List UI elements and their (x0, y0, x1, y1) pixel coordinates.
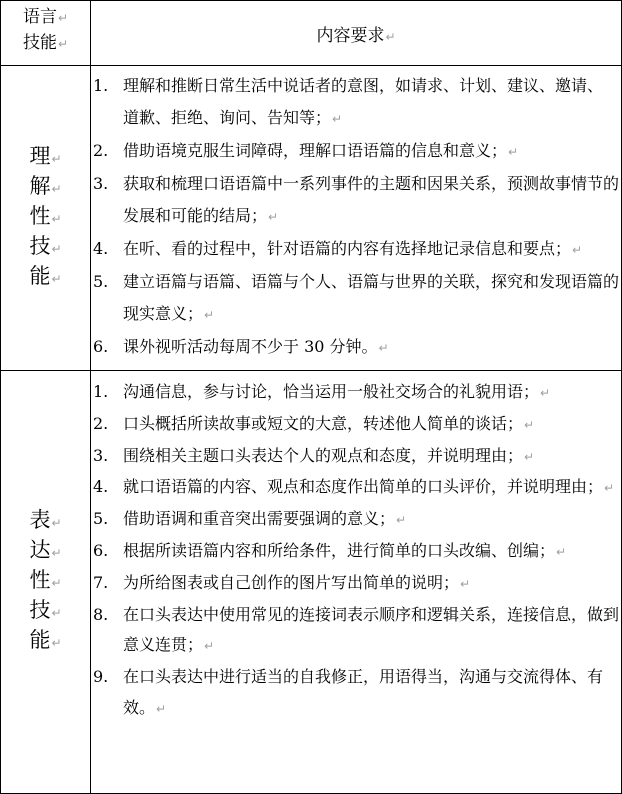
comprehension-items-cell (91, 66, 622, 371)
list-item: 7. 为所给图表或自己创作的图片写出简单的说明；↵ (93, 572, 471, 592)
section-row-expression (1, 371, 622, 794)
category-char: 能↵ (29, 264, 62, 288)
category-char: 解↵ (29, 174, 62, 198)
header-requirements-label: 内容要求 (316, 25, 385, 46)
comprehension-item-list (91, 66, 621, 364)
list-item: 6. 课外视听活动每周不少于 30 分钟。↵ (93, 337, 389, 356)
category-char: 理↵ (29, 144, 62, 168)
list-item: 6. 根据所读语篇内容和所给条件，进行简单的口头改编、创编；↵ (93, 540, 567, 560)
list-item: 1. 沟通信息，参与讨论，恰当运用一般社交场合的礼貌用语；↵ (93, 382, 551, 401)
list-item: 4. 在听、看的过程中，针对语篇的内容有选择地记录信息和要点；↵ (93, 239, 583, 258)
category-char: 达↵ (29, 538, 62, 562)
list-item: 4. 就口语语篇的内容、观点和态度作出简单的口头评价，并说明理由；↵ (93, 477, 615, 497)
header-requirements-cell: 内容要求↵ (91, 1, 622, 66)
header-row (1, 1, 622, 66)
list-item: 2. 口头概括所读故事或短文的大意，转述他人简单的谈话；↵ (93, 413, 535, 433)
category-char: 性↵ (29, 568, 62, 592)
list-item: 8. 在口头表达中使用常见的连接词表示顺序和逻辑关系，连接信息，做到意义连贯；↵ (93, 604, 620, 655)
section-row-comprehension (1, 66, 622, 371)
list-item: 1. 理解和推断日常生活中说话者的意图，如请求、计划、建议、邀请、 道歉、拒绝、询问、告知等；↵ (93, 76, 604, 127)
category-char: 技↵ (29, 598, 62, 622)
category-comprehension-cell (1, 66, 91, 371)
expression-item-list (91, 371, 621, 725)
list-item: 5. 借助语调和重音突出需要强调的意义；↵ (93, 509, 407, 529)
list-item: 3. 获取和梳理口语语篇中一系列事件的主题和因果关系，预测故事情节的发展和可能的结局；↵ (93, 174, 620, 225)
list-item: 2. 借助语境克服生词障碍，理解口语语篇的信息和意义；↵ (93, 141, 519, 160)
category-char: 能↵ (29, 628, 62, 652)
category-char: 性↵ (29, 204, 62, 228)
list-item: 9. 在口头表达中进行适当的自我修正，用语得当，沟通与交流得体、有效。↵ (93, 667, 604, 717)
category-char: 表↵ (29, 508, 62, 532)
header-skill-cell (1, 1, 91, 66)
expression-items-cell (91, 371, 622, 794)
header-skill-line2: 技能↵ (22, 33, 69, 53)
list-item: 3. 围绕相关主题口头表达个人的观点和态度，并说明理由；↵ (93, 445, 535, 465)
list-item: 5. 建立语篇与语篇、语篇与个人、语篇与世界的关联，探究和发现语篇的现实意义；↵ (93, 272, 620, 323)
header-skill-line1: 语言↵ (22, 7, 69, 27)
category-char: 技↵ (29, 234, 62, 258)
category-expression-cell (1, 371, 91, 794)
